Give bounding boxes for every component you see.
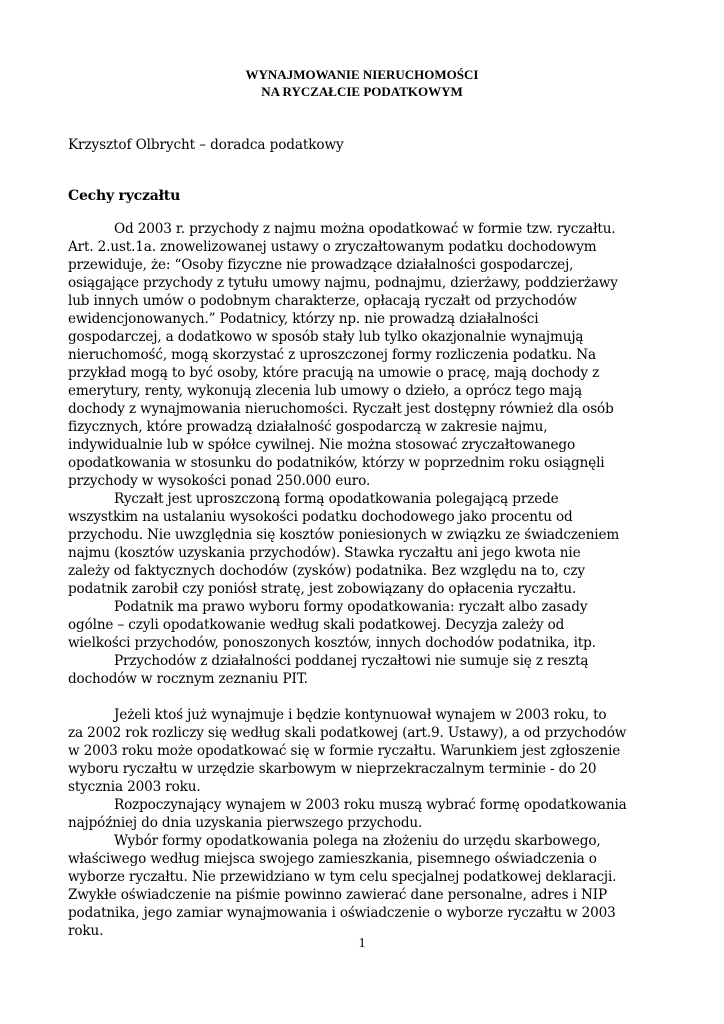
paragraph-line: właściwego według miejsca swojego zamieszkania, pisemnego oświadczenia o — [68, 851, 597, 867]
paragraph — [68, 706, 668, 796]
paragraph — [68, 652, 668, 688]
paragraph-line: indywidualnie lub w spółce cywilnej. Nie można stosować zryczałtowanego — [68, 437, 575, 453]
paragraph-line: wszystkim na ustalaniu wysokości podatku dochodowego jako procentu od — [68, 509, 573, 525]
paragraph-gap — [68, 688, 668, 706]
document-title — [0, 66, 724, 100]
section-heading: Cechy ryczałtu — [68, 188, 181, 204]
paragraph-line: lub innych umów o podobnym charakterze, opłacają ryczałt od przychodów — [68, 293, 577, 309]
paragraph-line: Art. 2.ust.1a. znowelizowanej ustawy o zryczałtowanym podatku dochodowym — [68, 239, 597, 255]
page-number: 1 — [358, 936, 366, 951]
paragraph — [68, 220, 668, 490]
paragraph-line: podatnik zarobił czy poniósł stratę, jest zobowiązany do opłacenia ryczałtu. — [68, 581, 577, 597]
paragraph-line: Przychodów z działalności poddanej ryczałtowi nie sumuje się z resztą — [114, 653, 589, 669]
paragraph-line: przewiduje, że: “Osoby fizyczne nie prowadzące działalności gospodarczej, — [68, 257, 574, 273]
paragraph-line: przychody w wysokości ponad 250.000 euro. — [68, 473, 371, 489]
paragraph-line: zależy od faktycznych dochodów (zysków) podatnika. Bez względu na to, czy — [68, 563, 585, 579]
paragraph-line: za 2002 rok rozliczy się według skali podatkowej (art.9. Ustawy), a od przychodów — [68, 725, 627, 741]
paragraph — [68, 832, 668, 940]
paragraph-line: Zwykłe oświadczenie na piśmie powinno zawierać dane personalne, adres i NIP — [68, 887, 607, 903]
paragraph-line: podatnika, jego zamiar wynajmowania i oświadczenie o wyborze ryczałtu w 2003 — [68, 905, 616, 921]
paragraph-line: osiągające przychody z tytułu umowy najmu, podnajmu, dzierżawy, poddzierżawy — [68, 275, 618, 291]
paragraph-line: roku. — [68, 923, 104, 939]
author-line: Krzysztof Olbrycht – doradca podatkowy — [68, 137, 344, 153]
paragraph-line: przychodu. Nie uwzględnia się kosztów poniesionych w związku ze świadczeniem — [68, 527, 620, 543]
paragraph-line: opodatkowania w stosunku do podatników, którzy w poprzednim roku osiągnęli — [68, 455, 605, 471]
paragraph-line: dochodów w rocznym zeznaniu PIT. — [68, 671, 308, 687]
paragraph-line: Jeżeli ktoś już wynajmuje i będzie kontynuował wynajem w 2003 roku, to — [114, 707, 607, 723]
paragraph-line: Rozpoczynający wynajem w 2003 roku muszą wybrać formę opodatkowania — [114, 797, 627, 813]
paragraph-line: najpóźniej do dnia uzyskania pierwszego przychodu. — [68, 815, 423, 831]
paragraph — [68, 796, 668, 832]
paragraph-line: Ryczałt jest uproszczoną formą opodatkowania polegającą przede — [114, 491, 559, 507]
title-line: NA RYCZAŁCIE PODATKOWYM — [261, 84, 463, 99]
paragraph-line: fizycznych, które prowadzą działalność gospodarczą w zakresie najmu, — [68, 419, 548, 435]
paragraph-line: nieruchomość, mogą skorzystać z uproszczonej formy rozliczenia podatku. Na — [68, 347, 596, 363]
paragraph-line: wyboru ryczałtu w urzędzie skarbowym w nieprzekraczalnym terminie - do 20 — [68, 761, 597, 777]
title-line: WYNAJMOWANIE NIERUCHOMOŚCI — [245, 67, 479, 82]
paragraph-line: wielkości przychodów, ponoszonych kosztów, innych dochodów podatnika, itp. — [68, 635, 596, 651]
paragraph-line: przykład mogą to być osoby, które pracują na umowie o pracę, mają dochody z — [68, 365, 600, 381]
paragraph-line: emerytury, renty, wykonują zlecenia lub umowy o dzieło, a oprócz tego mają — [68, 383, 582, 399]
paragraph-line: wyborze ryczałtu. Nie przewidziano w tym celu specjalnej podatkowej deklaracji. — [68, 869, 617, 885]
paragraph-line: stycznia 2003 roku. — [68, 779, 201, 795]
paragraph-line: Podatnik ma prawo wyboru formy opodatkowania: ryczałt albo zasady — [114, 599, 588, 615]
paragraph — [68, 598, 668, 652]
paragraph-line: ogólne – czyli opodatkowanie według skali podatkowej. Decyzja zależy od — [68, 617, 565, 633]
paragraph-line: Od 2003 r. przychody z najmu można opodatkować w formie tzw. ryczałtu. — [114, 221, 616, 237]
paragraph-line: dochody z wynajmowania nieruchomości. Ryczałt jest dostępny również dla osób — [68, 401, 614, 417]
paragraph-line: ewidencjonowanych.” Podatnicy, którzy np. nie prowadzą działalności — [68, 311, 539, 327]
paragraph-line: gospodarczej, a dodatkowo w sposób stały lub tylko okazjonalnie wynajmują — [68, 329, 584, 345]
paragraph-line: najmu (kosztów uzyskania przychodów). Stawka ryczałtu ani jego kwota nie — [68, 545, 581, 561]
document-body — [68, 220, 668, 940]
paragraph — [68, 490, 668, 598]
paragraph-line: Wybór formy opodatkowania polega na złożeniu do urzędu skarbowego, — [114, 833, 601, 849]
paragraph-line: w 2003 roku może opodatkować się w formie ryczałtu. Warunkiem jest zgłoszenie — [68, 743, 621, 759]
